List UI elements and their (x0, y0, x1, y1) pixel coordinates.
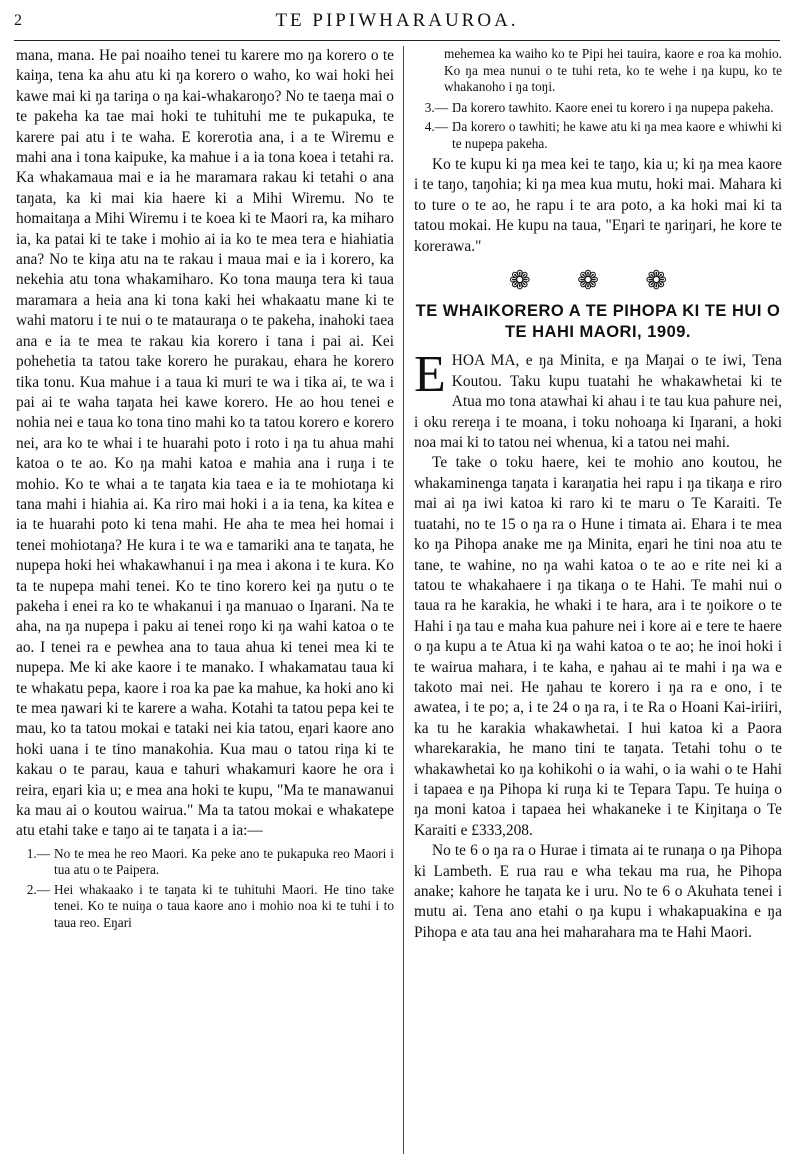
note-number: 4.— (424, 119, 448, 134)
note-text: No te mea he reo Maori. Ka peke ano te pukapuka reo Maori i tua atu o te Paipera. (54, 845, 394, 878)
body-paragraph: mana, mana. He pai noaiho tenei tu karere mo ŋa korero o te kaiŋa, tena ka ahu atu ki ŋa korero o waho, ko wai hoki hei kawe mai ki ŋa tariŋa o ŋa kai-whakaroŋo? No te taeŋa mai o te pakeha ka tae mai hoki te tuhituhi me te pukapuka, te karere pai atu i te waha. E korerotia ana, i a te Wiremu e mahi ana i tona kaipuke, ka mahue i a ia tona koea i tetahi ra. Ka whakamaua mai e ia he maramara rakau ki tetahi o ana taŋata, ka ki mai kia haere ki a Mihi Wiremu. No te homaitaŋa a Mihi Wiremu i te koea ki te Maori ra, ka miharo ia, ka patai ki te take i mohio ai ia ko te mea tera e hiahiatia ana? No te kiŋa atu na te rakau i maua mai e ia i korero, ka nekehia atu tona whakamiharo. Ko tona mauŋa tera ki taua maramara a heia ana ki tona kaki hei whakaatu mane ki te wahi matoru i te nui o te matauraŋa o te pakeha, inahoki taea ana e ia te mea te rakau kia korero i tana i pai ai. Kei pohehetia ta tatou take korero he purakau, ehara he korero tika tonu. Kua mahue i a taua ki muri te wa i tika ai, te wa i pai ai te waha taŋata hei kawe korero. He ao hou tenei e nohia nei e taua ko tona tino mahi ko ta tatou korero e korero nei, ara ko te whai i te huarahi poto i roto i ŋa tu ahua mahi katoa o te ao. Ko ŋa mahi katoa e mahia ana i ruŋa i te mohio. Ko te whai a te taŋata kia taea e ia te mohiotaŋa ki tana mahi i hiahia ai. Ka riro mai hoki i a ia tena, ka kitea e ia te huarahi poto ki tena mahi. He aha te mea hei homai i tenei mohiotaŋa? He kura i te wa e tamariki ana te taŋata, he nupepa hoki hei whakawhanui i ŋa mea i akona i te kura. Ko ta te nupepa mahi tenei. Ko te tino korero kei ŋa ŋutu o te pakeha i enei ra ko te whakanui i ŋa manuao o Iŋarani. Na te aha, na ŋa nupepa i paku ai tenei roŋo ki ŋa wahi katoa o te ao. I tenei ra e pewhea ana to taua ahua ki tenei mea ki te nupepa. Me ki ake kaore i te manako. I whakamatau taua ki te whakatu pepa, kaore i roa ka pae ka mahue, ka hoki ano ki te mea ŋawari ki te karere a waha. Kotahi ta tatou pepa kei te mau, ko ta tatou mokai e tataki nei kia tatou, eŋari kaore ano hoki uana i te tino manakohia. Kua mau o tatou riŋa ki te kakau o te parau, kaua e tahuri whakamuri kaore he ora i reira, eŋari kia u; e mea ana hoki te kupu, "Ma te manawanui ka mau ai o koutou wairua." Ma ta tatou mokai e whakatepe atu etahi take e taŋo ai te taŋata i a ia:— (16, 47, 394, 840)
closing-paragraph: Ko te kupu ki ŋa mea kei te taŋo, kia u; ki ŋa mea kaore i te taŋo, taŋohia; ki ŋa mea kua mutu, hoki mai. Mahara ki to ture o te ao, he rapu i te ara poto, a ka hoki mai ki ta tatou mokai. He kupu na taua, "Eŋari te ŋariŋari, he kore te korerawa." (414, 156, 782, 255)
numbered-notes (16, 846, 394, 932)
note-item (414, 100, 782, 117)
article-heading: TE WHAIKORERO A TE PIHOPA KI TE HUI O TE HAHI MAORI, 1909. (415, 302, 781, 342)
column-divider (403, 46, 404, 1154)
page-number: 2 (14, 12, 22, 29)
note-number: 1.— (26, 845, 50, 861)
right-column (414, 46, 782, 943)
flower-ornaments-icon: ❁ ❁ ❁ (508, 266, 688, 296)
note-text: Hei whakaako i te taŋata ki te tuhituhi Maori. He tino take tenei. Ko te nuiŋa o taua kaore ano i mohio noa ki te tuhi i to taua reo. Eŋari (54, 881, 394, 930)
left-column (16, 46, 394, 934)
page-header (0, 6, 794, 40)
opening-paragraph (414, 346, 782, 453)
body-paragraph: No te 6 o ŋa ra o Hurae i timata ai te runaŋa o ŋa Pihopa ki Lambeth. E rua rau e wha tekau ma rua, he Pihopa anake; kahore he taŋata ke i uru. No te 6 o Akuhata tenei i mutu ai. Tena ano etahi o ŋa kupu i whakapuakina e ŋa Pihopa e ata tau ana hei maharahara ma te Hahi Maori. (414, 842, 782, 941)
note-number: 3.— (424, 99, 448, 115)
note-number: 2.— (26, 881, 50, 897)
note-item (414, 119, 782, 152)
header-rule (14, 40, 780, 41)
running-title: TE PIPIWHARAUROA. (275, 10, 519, 31)
drop-cap: E (414, 346, 446, 404)
opening-text: HOA MA, e ŋa Minita, e ŋa Maŋai o te iwi, Tena Koutou. Taku kupu tuatahi he whakawhetai ki te Atua mo tona atawhai ki ahau i te tau kua pahure nei, i oku rereŋa i te moana, i toku nohoaŋa ki Iŋarani, a hoki noa mai ki to tatou nei whenua, ki a tatou nei mahi. (414, 352, 782, 452)
note-text: Ŋa korero tawhito. Kaore enei tu korero i ŋa nupepa pakeha. (452, 99, 774, 115)
body-paragraph: Te take o toku haere, kei te mohio ano koutou, he whakaminenga taŋata i karaŋatia hei rapu i ŋa tikaŋa e riro mai ai ŋa iwi katoa ki raro ki te maru o Te Karaiti. Te tuatahi, no te 15 o ŋa ra o Hune i timata ai. Ehara i te mea ko ŋa Pihopa anake me ŋa Minita, eŋari he tini noa atu te tane, te wahine, no ŋa wahi katoa o te ao e rite nei ki a tatou te whakahaere i ŋa tikaŋa o te Hahi. Te mahi nui o taua ra he karakia, he whaki i te hara, ara i te ŋoikore o te Hahi i ŋa tau e maha kua pahure nei i kore ai e tere te haere o ŋa kupu a te Atua ki ŋa wahi katoa o te ao; he inoi hoki i te wairua mahara, i te kaha, e ŋahau ai te mahi i ŋa wa e takoto mai nei. He ŋahau te korero i ŋa ra e ono, i te awatea, i te po; a, i te 24 o ŋa ra, i te Ra o Hoani Kai-iriiri, ka tu he karakia whakawhetai. I hui katoa ki a Paora wharekarakia, he mano tini te taŋata. Tetahi tohu o te whakawhetai ko ŋa kohikohi o ia wahi, o ia wahi o te Hahi i tapaea e ŋa Pihopa ki ruŋa ki te Tepara Tapu. Te huiŋa o ŋa moni katoa i tapaea hei whakaneke i te Kiŋitaŋa o Te Karaiti e £333,208. (414, 454, 782, 839)
note-text: Ŋa korero o tawhiti; he kawe atu ki ŋa mea kaore e whiwhi ki te nupepa pakeha. (452, 119, 782, 151)
note-item (16, 882, 394, 932)
note-item (16, 846, 394, 879)
numbered-notes (414, 100, 782, 153)
note-continuation: mehemea ka waiho ko te Pipi hei tauira, kaore e roa ka mohio. Ko ŋa mea nunui o te tuhi reta, ko te wehe i ŋa kupu, ko te whakanoho i ŋa toŋi. (444, 46, 782, 94)
